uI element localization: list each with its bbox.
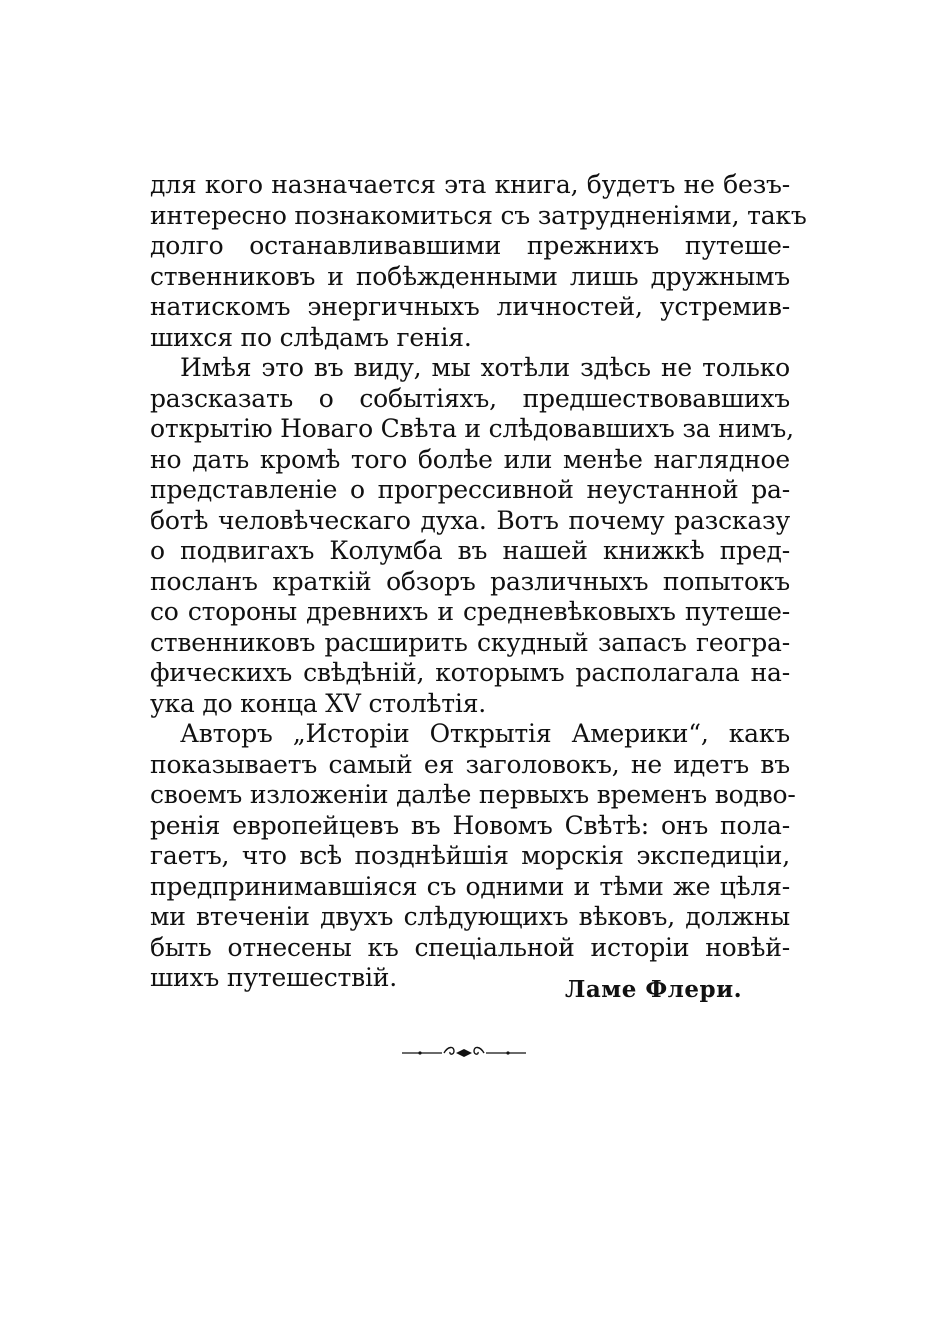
text-line: предпринимавшіяся съ одними и тѣми же цѣля- xyxy=(150,871,790,901)
body-text xyxy=(150,170,807,994)
decorative-divider-icon xyxy=(400,1042,528,1064)
text-line: ми втеченіи двухъ слѣдующихъ вѣковъ, должны xyxy=(150,902,790,931)
text-line: долго останавливавшими прежнихъ путеше- xyxy=(150,231,790,260)
text-line: со стороны древнихъ и средневѣковыхъ путеше- xyxy=(150,597,790,626)
text-line: ботѣ человѣческаго духа. Вотъ почему разсказу xyxy=(150,505,790,535)
text-line: ственниковъ и побѣжденными лишь дружнымъ xyxy=(150,261,790,291)
text-line: показываетъ самый ея заголовокъ, не идетъ въ xyxy=(150,749,790,779)
text-line: Имѣя это въ виду, мы хотѣли здѣсь не только xyxy=(180,353,790,382)
text-line: ственниковъ расширить скудный запасъ геогра- xyxy=(150,627,790,657)
text-line: открытію Новаго Свѣта и слѣдовавшихъ за нимъ, xyxy=(150,414,794,443)
text-line: быть отнесены къ спеціальной исторіи новѣй- xyxy=(150,932,790,962)
text-line: о подвигахъ Колумба въ нашей книжкѣ пред- xyxy=(150,536,790,565)
text-line: своемъ изложеніи далѣе первыхъ временъ водво- xyxy=(150,780,796,809)
text-line: посланъ краткій обзоръ различныхъ попытокъ xyxy=(150,566,790,596)
text-line: для кого назначается эта книга, будетъ не безъ- xyxy=(150,170,790,199)
text-line: интересно познакомиться съ затрудненіями, такъ xyxy=(150,200,807,230)
author-signature: Ламе Флери. xyxy=(565,976,743,1003)
text-line: но дать кромѣ того болѣе или менѣе наглядное xyxy=(150,444,790,474)
text-line: шихся по слѣдамъ генія. xyxy=(150,322,472,352)
text-line: представленіе о прогрессивной неустанной ра- xyxy=(150,475,790,504)
text-line: ренія европейцевъ въ Новомъ Свѣтѣ: онъ пола- xyxy=(150,810,790,840)
text-line: разсказать о событіяхъ, предшествовавшихъ xyxy=(150,383,790,413)
text-line: натискомъ энергичныхъ личностей, устремив- xyxy=(150,292,790,321)
text-line: Авторъ „Исторіи Открытія Америки“, какъ xyxy=(180,719,790,748)
text-line: ука до конца XV столѣтія. xyxy=(150,688,487,718)
text-line: фическихъ свѣдѣній, которымъ располагала на- xyxy=(150,658,790,687)
text-line: гаетъ, что всѣ позднѣйшія морскія экспедиціи, xyxy=(150,841,790,870)
text-line: шихъ путешествій. xyxy=(150,963,398,992)
